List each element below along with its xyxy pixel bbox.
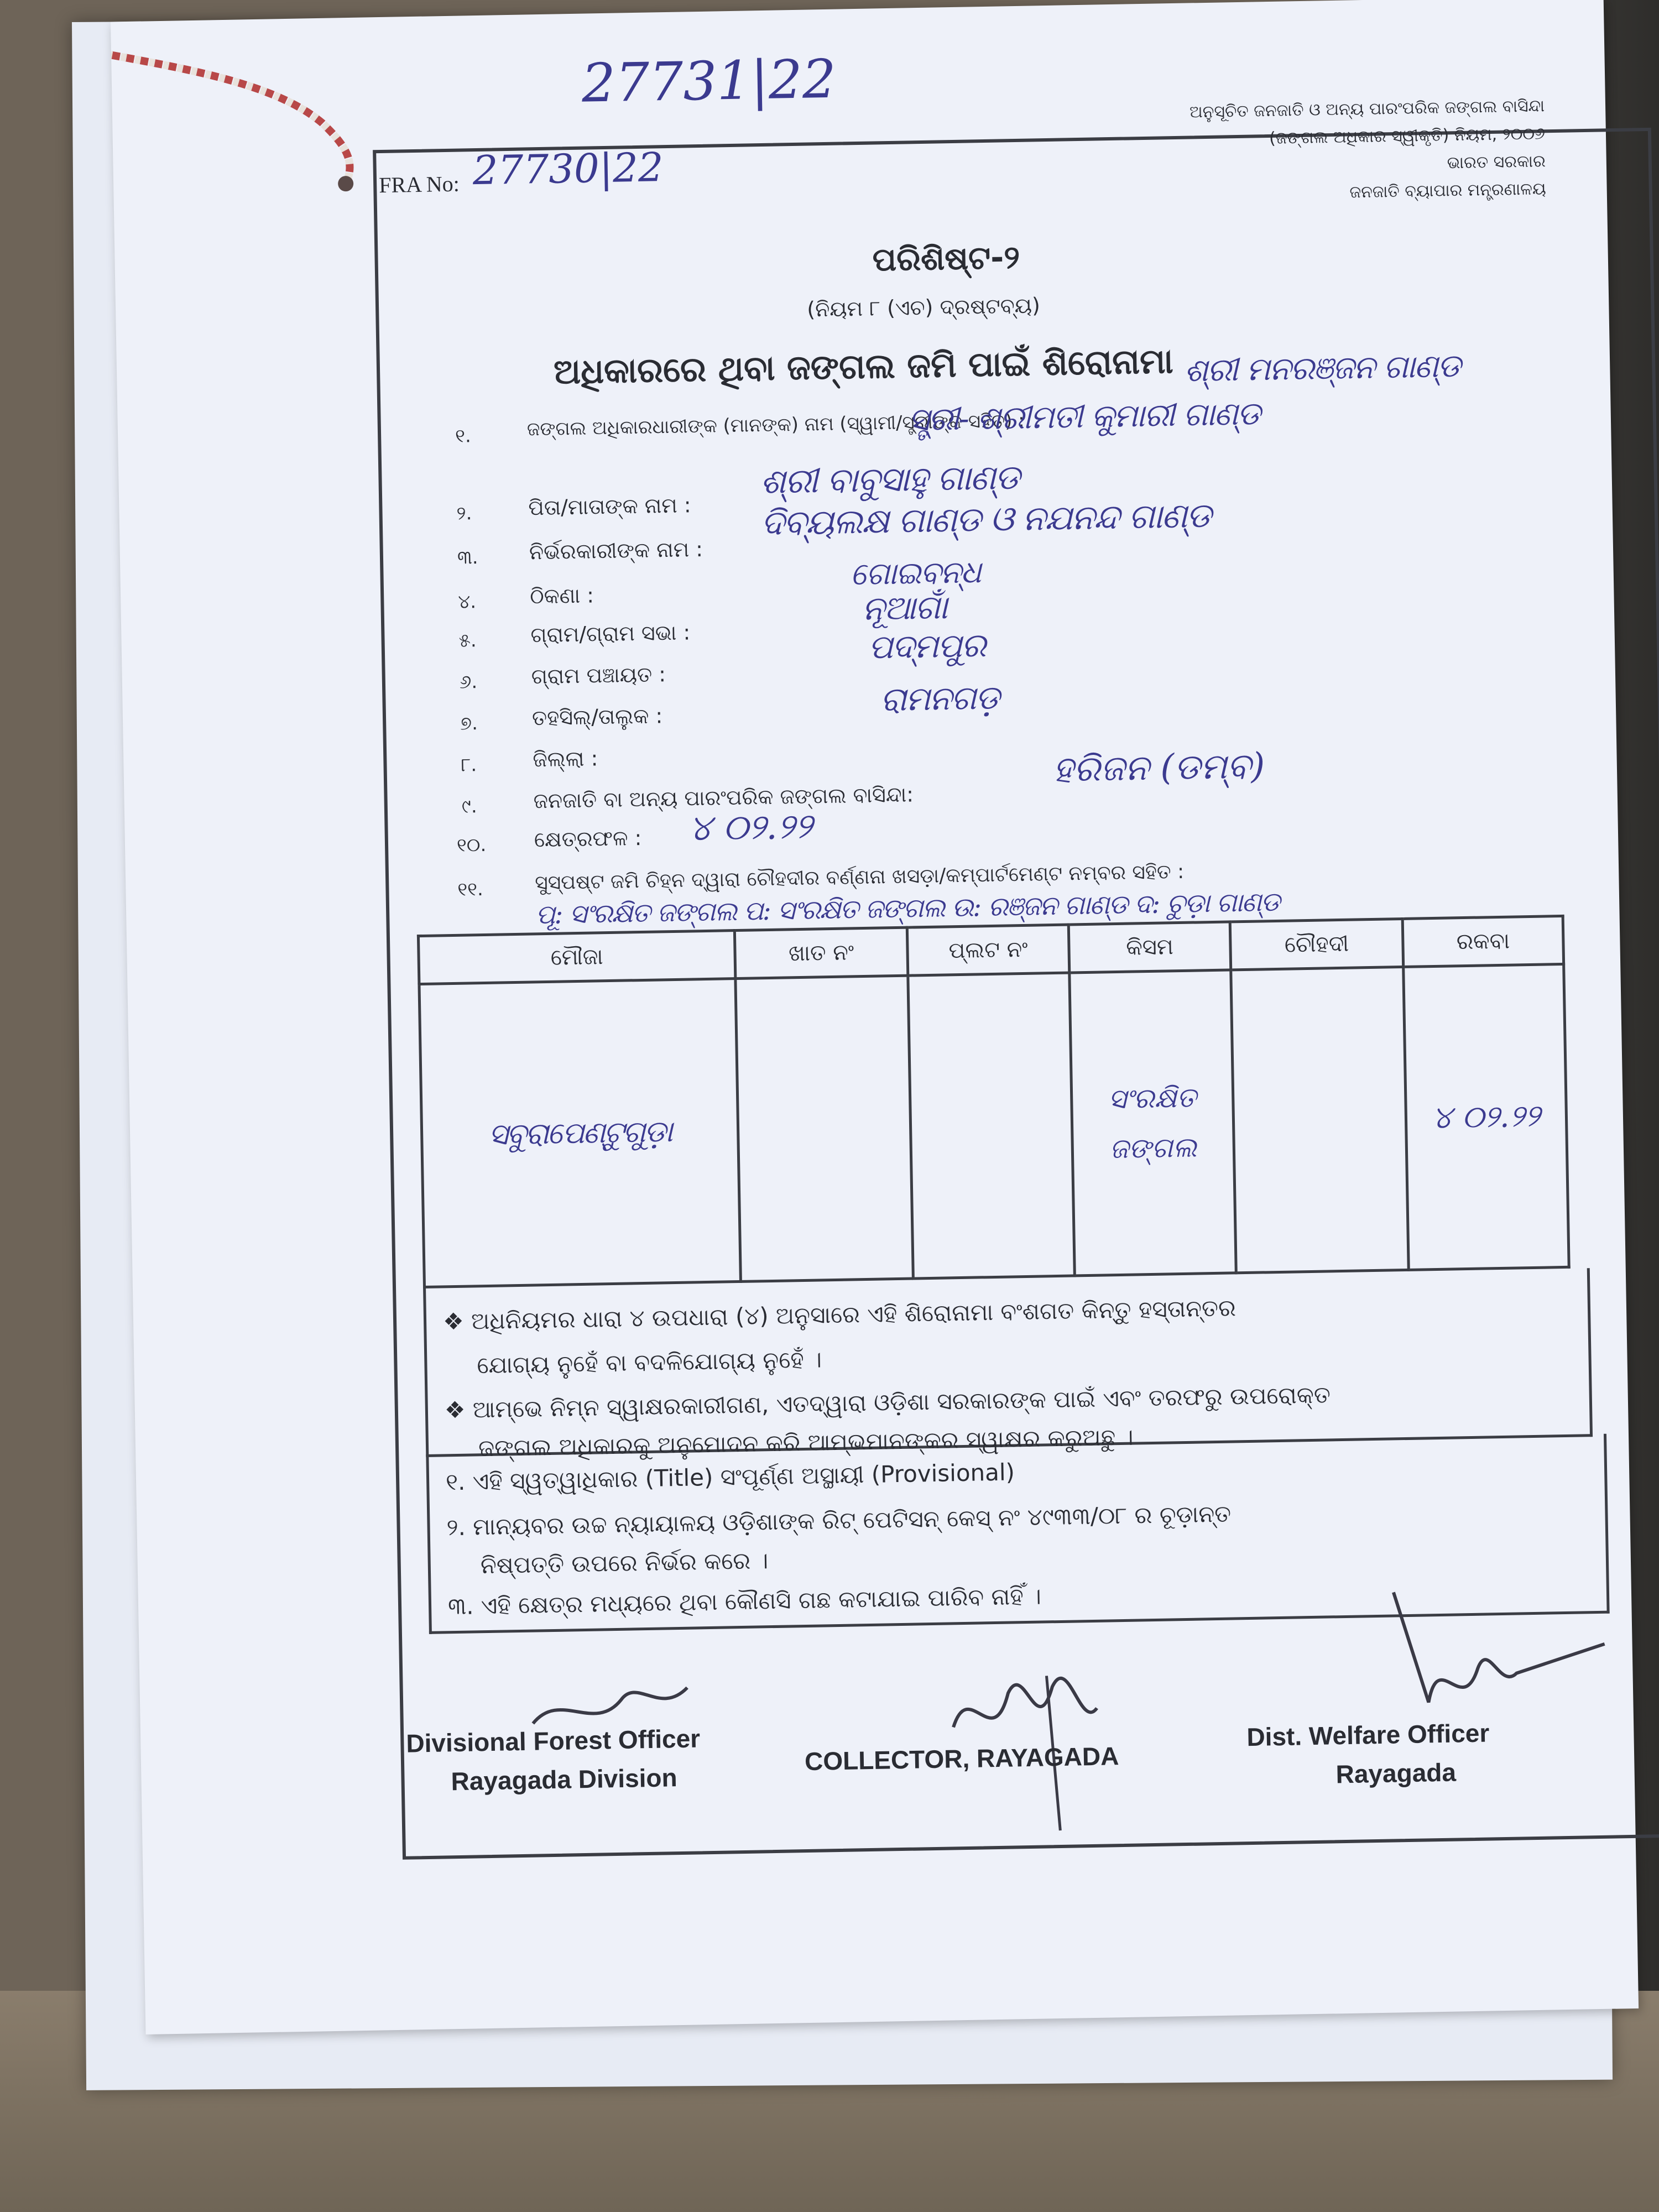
signatory-welfare-officer-place: Rayagada [1335,1757,1457,1789]
cell-plot [908,973,1075,1279]
declaration-line-2: ଯୋଗ୍ୟ ନୁହେଁ ବା ବଦଳିଯୋଗ୍ୟ ନୁହେଁ । [477,1345,822,1379]
field-2-label: ପିତା/ମାତାଙ୍କ ନାମ : [528,493,692,520]
field-7-label: ତହସିଲ୍/ତାଲୁକ : [531,703,663,731]
fra-label: FRA No: [378,171,460,198]
declarations-box [423,1268,1593,1462]
field-7-value: ରାମନଗଡ଼ [879,678,999,719]
land-details-table [417,915,1571,1288]
document-title: ଅଧିକାରରେ ଥିବା ଜଙ୍ଗଲ ଜମି ପାଇଁ ଶିରୋନାମା [553,341,1174,392]
field-8-label: ଜିଲ୍ଲା : [533,746,598,772]
field-6-value: ପଦ୍ମପୁର [868,626,985,667]
signatory-forest-officer-division: Rayagada Division [451,1763,678,1796]
field-6-label: ଗ୍ରାମ ପଞ୍ଚାୟତ : [531,662,666,689]
field-11-number: ୧୧. [457,878,484,901]
gov-header-line-2: (ଜଙ୍ଗଲ ଅଧିକାର ସ୍ୱୀକୃତି) ନିୟମ, ୨୦୦୬ [1269,124,1546,148]
condition-line-3: ନିଷ୍ପତ୍ତି ଉପରେ ନିର୍ଭର କରେ । [480,1547,769,1579]
field-1-value-spouse: ସ୍ତ୍ରୀ- ଶ୍ରୀମତୀ କୁମାରୀ ଗାଣ୍ଡ [908,394,1260,439]
field-3-value: ଦିବ୍ୟଲକ୍ଷ ଗାଣ୍ଡ ଓ ନଯନନ୍ଦ ଗାଣ୍ଡ [760,494,1211,544]
field-10-label: କ୍ଷେତ୍ରଫଳ : [534,825,642,852]
field-1-number: ୧. [455,425,472,447]
field-2-number: ୨. [456,502,472,525]
col-header-plot: ପ୍ଲଟ ନଂ [907,925,1069,975]
field-11-label: ସୁସ୍ପଷ୍ଟ ଜମି ଚିହ୍ନ ଦ୍ୱାରା ଚୌହଦୀର ବର୍ଣ୍ଣନା ଖସଡ଼ା/କମ୍ପାର୍ଟମେଣ୍ଟ ନମ୍ବର ସହିତ : [534,860,1185,895]
tied-string [111,17,401,199]
field-1-value: ଶ୍ରୀ ମନରଞ୍ଜନ ଗାଣ୍ଡ [1183,347,1460,389]
condition-line-2: ୨. ମାନ୍ୟବର ଉଚ୍ଚ ନ୍ୟାୟାଳୟ ଓଡ଼ିଶାଙ୍କ ରିଟ୍ ପେଟିସନ୍ କେସ୍ ନଂ ୪୯୩୩/୦୮ ର ଚୂଡ଼ାନ୍ତ [446,1500,1232,1541]
signatory-forest-officer-title: Divisional Forest Officer [405,1724,701,1758]
field-9-value: ହରିଜନ (ଡମ୍ବ) [1052,745,1265,790]
col-header-rakaba: ରକବା [1402,916,1563,967]
field-1-label: ଜଙ୍ଗଲ ଅଧିକାରଧାରୀଙ୍କ (ମାନଙ୍କ) ନାମ (ସ୍ୱାମୀ/ସ୍ତ୍ରୀଙ୍କ ସହିତ) : [526,409,1025,441]
field-9-label: ଜନଜାତି ବା ଅନ୍ୟ ପାରଂପରିକ ଜଙ୍ଗଲ ବାସିନ୍ଦା: [533,782,914,813]
gov-header-line-1: ଅନୁସୂଚିତ ଜନଜାତି ଓ ଅନ୍ୟ ପାରଂପରିକ ଜଙ୍ଗଲ ବାସିନ୍ଦା [1189,96,1545,122]
field-9-number: ୯. [461,795,477,818]
field-8-number: ୮. [461,754,477,776]
paper-stack [72,12,1613,2090]
field-3-label: ନିର୍ଭରକାରୀଙ୍କ ନାମ : [529,536,703,565]
cell-mouza: ସବୁରାପେଣ୍ଟୁଗୁଡ଼ା [419,979,740,1287]
fra-number: 27730|22 [472,144,664,194]
condition-line-4: ୩. ଏହି କ୍ଷେତ୍ର ମଧ୍ୟରେ ଥିବା କୌଣସି ଗଛ କଟାଯାଇ ପାରିବ ନାହିଁ । [447,1582,1042,1620]
top-case-number: 27731|22 [581,48,837,114]
field-3-number: ୩. [457,546,478,569]
signatory-welfare-officer-title: Dist. Welfare Officer [1246,1718,1490,1752]
rule-reference: (ନିୟମ ୮ (ଏଚ) ଦ୍ରଷ୍ଟବ୍ୟ) [806,293,1041,322]
declaration-line-1: ❖ ଅଧିନିୟମର ଧାରା ୪ ଉପଧାରା (୪) ଅନୁସାରେ ଏହି ଶିରୋନାମା ବଂଶଗତ କିନ୍ତୁ ହସ୍ତାନ୍ତର [442,1294,1237,1335]
field-4-label: ଠିକଣା : [529,583,594,609]
gov-header-line-4: ଜନଜାତି ବ୍ୟାପାର ମନ୍ତ୍ରଣାଳୟ [1349,179,1546,202]
field-5-value: ନୂଆଗାଁ [862,588,947,628]
cell-khata [735,975,914,1281]
cell-chouhadi [1231,967,1409,1272]
appendix-heading: ପରିଶିଷ୍ଟ-୨ [872,238,1020,279]
field-7-number: ୭. [460,712,478,735]
field-10-value: ୪ ୦୨.୨୨ [688,806,813,849]
field-4-value: ଗୋଇବନ୍ଧ [850,554,981,593]
field-5-number: ୫. [458,629,477,652]
signatory-collector-title: COLLECTOR, RAYAGADA [804,1741,1119,1776]
col-header-khata: ଖାତ ନଂ [734,927,907,978]
table-row [419,964,1569,1287]
col-header-mouza: ମୌଜା [418,931,735,984]
field-2-value: ଶ୍ରୀ ବାବୁସାହୁ ଗାଣ୍ଡ [760,456,1020,502]
field-6-number: ୬. [459,671,478,693]
field-11-value: ପୂ: ସଂରକ୍ଷିତ ଜଙ୍ଗଲ ପ: ସଂରକ୍ଷିତ ଜଙ୍ଗଲ ଉ: ରଞ୍ଜନ ଗାଣ୍ଡ ଦ: ଚୁଡ଼ା ଗାଣ୍ଡ [535,886,1280,931]
field-10-number: ୧୦. [456,833,487,857]
declaration-line-4: ଜଙ୍ଗଲ ଅଧିକାରକୁ ଅନୁମୋଦନ କରି ଆମ୍ଭମାନଙ୍କର ସ୍ୱାକ୍ଷର କରୁଅଛୁ । [478,1423,1134,1462]
cell-kisam: ସଂରକ୍ଷିତ ଜଙ୍ଗଲ [1070,970,1237,1276]
document-page [111,0,1639,2034]
field-4-number: ୪. [458,591,477,613]
gov-header-line-3: ଭାରତ ସରକାର [1447,152,1546,173]
cell-rakaba: ୪ ୦୨.୨୨ [1404,964,1569,1270]
condition-line-1: ୧. ଏହି ସ୍ୱତ୍ୱାଧିକାର (Title) ସଂପୂର୍ଣ୍ଣ ଅସ୍ଥାୟୀ (Provisional) [445,1458,1015,1496]
col-header-chouhadi: ଚୌହଦୀ [1230,919,1403,969]
declaration-line-3: ❖ ଆମ୍ଭେ ନିମ୍ନ ସ୍ୱାକ୍ଷରକାରୀଗଣ, ଏତଦ୍ୱାରା ଓଡ଼ିଶା ସରକାରଙ୍କ ପାଇଁ ଏବଂ ତରଫରୁ ଉପରୋକ୍ତ [444,1381,1331,1424]
field-5-label: ଗ୍ରାମ/ଗ୍ରାମ ସଭା : [530,620,691,648]
col-header-kisam: କିସମ [1068,922,1230,973]
